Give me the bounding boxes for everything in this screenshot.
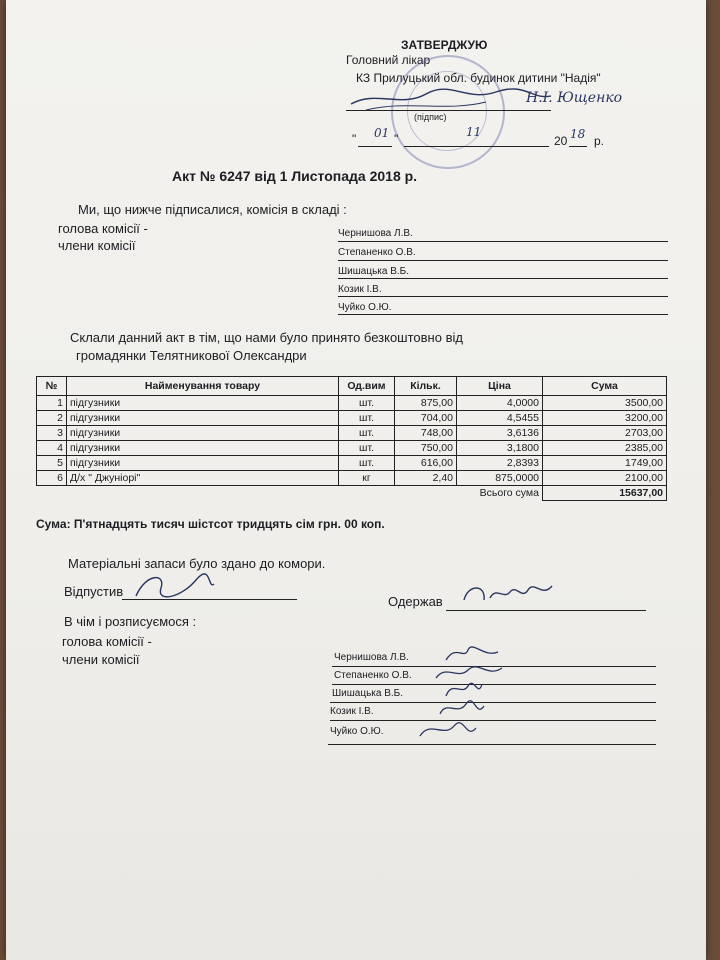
- commission-member: Чернишова Л.В.: [338, 228, 413, 239]
- row-sum: 2385,00: [543, 441, 667, 456]
- row-number: 6: [37, 471, 67, 486]
- date-quote-open: ": [352, 132, 357, 146]
- col-number: №: [37, 377, 67, 396]
- row-name: підгузники: [67, 411, 339, 426]
- row-qty: 616,00: [395, 456, 457, 471]
- commission-member: Степаненко О.В.: [338, 247, 416, 258]
- commission-member: Козик І.В.: [338, 284, 382, 295]
- goods-table: [36, 376, 667, 501]
- head-label-2: голова комісії -: [62, 634, 152, 649]
- signer-name: Козик І.В.: [330, 706, 374, 717]
- col-price: Ціна: [457, 377, 543, 396]
- row-price: 3,1800: [457, 441, 543, 456]
- act-title: Акт № 6247 від 1 Листопада 2018 р.: [172, 168, 418, 184]
- statement-line1: Склали данний акт в тім, що нами було принято безкоштовно від: [70, 330, 463, 345]
- table-row: [37, 471, 667, 486]
- year-suffix: 18: [570, 127, 586, 141]
- signer-name: Чернишова Л.В.: [334, 652, 409, 663]
- row-unit: шт.: [339, 441, 395, 456]
- total-label: Всього сума: [479, 487, 539, 500]
- organization-name: КЗ Прилуцький обл. будинок дитини "Надія": [356, 71, 601, 85]
- total-value: 15637,00: [543, 486, 667, 501]
- signer-name: Чуйко О.Ю.: [330, 726, 384, 737]
- members-label-2: члени комісії: [62, 652, 140, 667]
- signer-name: Шишацька В.Б.: [332, 688, 403, 699]
- row-unit: кг: [339, 471, 395, 486]
- row-number: 3: [37, 426, 67, 441]
- position-title: Головний лікар: [346, 53, 431, 67]
- row-price: 4,0000: [457, 396, 543, 411]
- date-month: 11: [466, 125, 482, 139]
- row-number: 5: [37, 456, 67, 471]
- signature-caption: (підпис): [414, 112, 447, 122]
- received-label: Одержав: [388, 594, 443, 609]
- row-sum: 2703,00: [543, 426, 667, 441]
- row-unit: шт.: [339, 411, 395, 426]
- row-price: 4,5455: [457, 411, 543, 426]
- row-qty: 704,00: [395, 411, 457, 426]
- row-unit: шт.: [339, 396, 395, 411]
- row-name: підгузники: [67, 396, 339, 411]
- head-label: голова комісії -: [58, 221, 148, 236]
- col-unit: Од.вим: [339, 377, 395, 396]
- col-sum: Сума: [543, 377, 667, 396]
- commission-member: Чуйко О.Ю.: [338, 302, 392, 313]
- col-name: Найменування товару: [67, 377, 339, 396]
- row-name: підгузники: [67, 426, 339, 441]
- document-page: [6, 0, 706, 960]
- row-sum: 3200,00: [543, 411, 667, 426]
- row-name: підгузники: [67, 456, 339, 471]
- row-name: підгузники: [67, 441, 339, 456]
- date-day: 01: [374, 126, 390, 140]
- table-row: [37, 396, 667, 411]
- row-sum: 1749,00: [543, 456, 667, 471]
- commission-member: Шишацька В.Б.: [338, 266, 409, 277]
- signer-name: Степаненко О.В.: [334, 670, 412, 681]
- year-label: р.: [594, 134, 605, 148]
- row-unit: шт.: [339, 426, 395, 441]
- materials-text: Матеріальні запаси було здано до комори.: [68, 556, 326, 571]
- row-sum: 2100,00: [543, 471, 667, 486]
- row-qty: 750,00: [395, 441, 457, 456]
- released-signature: [126, 568, 216, 604]
- row-price: 875,0000: [457, 471, 543, 486]
- approve-heading: ЗАТВЕРДЖУЮ: [401, 38, 488, 52]
- intro-text: Ми, що нижче підписалися, комісія в складі :: [78, 202, 347, 217]
- row-number: 2: [37, 411, 67, 426]
- total-row: [37, 486, 667, 501]
- table-row: [37, 456, 667, 471]
- row-price: 2,8393: [457, 456, 543, 471]
- commission-signatures: [406, 640, 526, 752]
- date-quote-close: ": [394, 132, 399, 146]
- director-handwritten-name: Н.І. Ющенко: [526, 90, 623, 106]
- row-number: 1: [37, 396, 67, 411]
- row-number: 4: [37, 441, 67, 456]
- confirm-text: В чім і розписуємося :: [64, 614, 197, 629]
- released-label: Відпустив: [64, 584, 124, 599]
- row-sum: 3500,00: [543, 396, 667, 411]
- table-row: [37, 426, 667, 441]
- director-signature: [346, 82, 556, 117]
- row-name: Д/х " Джуніорі": [67, 471, 339, 486]
- statement-line2: громадянки Телятникової Олександри: [76, 348, 307, 363]
- row-qty: 748,00: [395, 426, 457, 441]
- received-signature: [456, 578, 556, 612]
- row-price: 3,6136: [457, 426, 543, 441]
- row-qty: 2,40: [395, 471, 457, 486]
- sum-in-words: Сума: П'ятнадцять тисяч шістсот тридцять сім грн. 00 коп.: [36, 517, 385, 531]
- members-label: члени комісії: [58, 238, 136, 253]
- col-qty: Кільк.: [395, 377, 457, 396]
- year-prefix: 20: [554, 134, 568, 148]
- row-qty: 875,00: [395, 396, 457, 411]
- table-row: [37, 441, 667, 456]
- table-header-row: [37, 377, 667, 396]
- row-unit: шт.: [339, 456, 395, 471]
- table-row: [37, 411, 667, 426]
